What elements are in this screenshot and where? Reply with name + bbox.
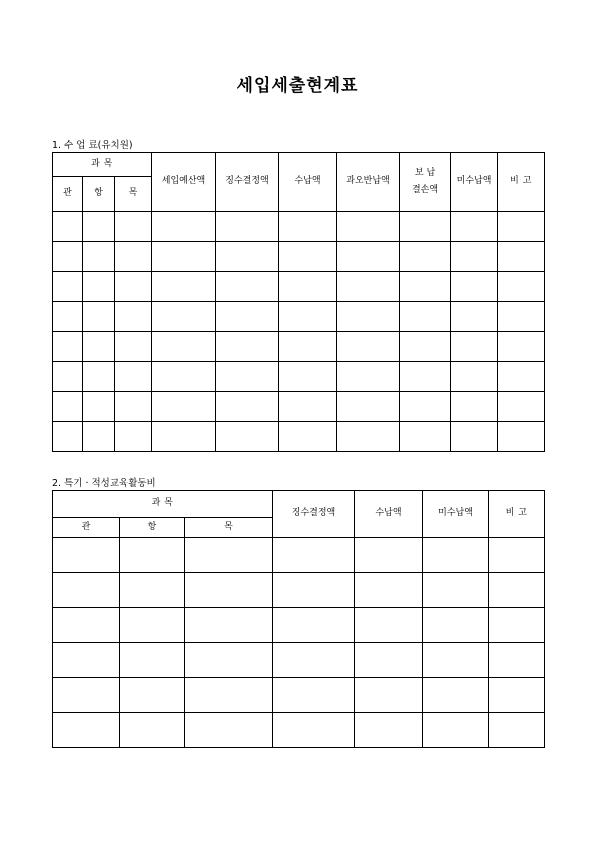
table-cell[interactable] <box>498 362 545 392</box>
table-row <box>53 643 545 678</box>
table-row <box>53 573 545 608</box>
table-cell[interactable] <box>273 538 355 573</box>
header-deficit <box>400 153 451 212</box>
table-cell[interactable] <box>216 272 279 302</box>
table-cell[interactable] <box>279 332 337 362</box>
table-cell[interactable] <box>152 422 216 452</box>
table-cell[interactable] <box>185 678 273 713</box>
table-cell[interactable] <box>279 242 337 272</box>
table-cell[interactable] <box>337 272 400 302</box>
table-cell[interactable] <box>216 362 279 392</box>
table-row <box>53 608 545 643</box>
header-group: 과 목 <box>53 491 273 518</box>
table-cell[interactable] <box>53 573 120 608</box>
table-cell[interactable] <box>451 302 498 332</box>
table-cell[interactable] <box>498 332 545 362</box>
table-cell[interactable] <box>489 678 545 713</box>
table-cell[interactable] <box>53 713 120 748</box>
header-note: 비 고 <box>498 153 545 212</box>
table-row <box>53 212 545 242</box>
table-cell[interactable] <box>400 362 451 392</box>
table-cell[interactable] <box>120 713 185 748</box>
table-cell[interactable] <box>400 422 451 452</box>
table-cell[interactable] <box>355 713 423 748</box>
table-cell[interactable] <box>185 713 273 748</box>
table-cell[interactable] <box>423 538 489 573</box>
table-cell[interactable] <box>451 422 498 452</box>
table-cell[interactable] <box>279 422 337 452</box>
table-cell[interactable] <box>337 302 400 332</box>
table-cell[interactable] <box>498 422 545 452</box>
table-cell[interactable] <box>185 643 273 678</box>
table-cell[interactable] <box>498 302 545 332</box>
header-hang: 항 <box>83 177 115 212</box>
table-cell[interactable] <box>400 242 451 272</box>
table-cell[interactable] <box>400 212 451 242</box>
table-cell[interactable] <box>53 302 83 332</box>
table-cell[interactable] <box>451 242 498 272</box>
table-row <box>53 538 545 573</box>
table-cell[interactable] <box>83 332 115 362</box>
table-cell[interactable] <box>498 242 545 272</box>
activity-fee-table <box>52 490 545 748</box>
table-cell[interactable] <box>355 678 423 713</box>
table-cell[interactable] <box>279 212 337 242</box>
table-cell[interactable] <box>115 242 152 272</box>
table-cell[interactable] <box>152 242 216 272</box>
table-cell[interactable] <box>423 608 489 643</box>
header-overpaid: 과오반납액 <box>337 153 400 212</box>
table-cell[interactable] <box>83 362 115 392</box>
table-row <box>53 678 545 713</box>
table-cell[interactable] <box>355 573 423 608</box>
table-row <box>53 392 545 422</box>
table-row <box>53 422 545 452</box>
table-cell[interactable] <box>216 212 279 242</box>
table-cell[interactable] <box>355 608 423 643</box>
section1-label: 1. 수 업 료(유치원) <box>52 140 133 151</box>
table-cell[interactable] <box>152 302 216 332</box>
table-row <box>53 362 545 392</box>
table-row <box>53 242 545 272</box>
table-cell[interactable] <box>273 573 355 608</box>
table-cell[interactable] <box>115 392 152 422</box>
table-cell[interactable] <box>185 538 273 573</box>
table-cell[interactable] <box>451 332 498 362</box>
table-cell[interactable] <box>489 643 545 678</box>
header-mok: 목 <box>115 177 152 212</box>
header-received: 수납액 <box>279 153 337 212</box>
header-assessed: 징수결정액 <box>273 491 355 538</box>
table-row <box>53 713 545 748</box>
table-cell[interactable] <box>152 362 216 392</box>
table-cell[interactable] <box>53 272 83 302</box>
table-cell[interactable] <box>216 332 279 362</box>
table-row <box>53 272 545 302</box>
table-cell[interactable] <box>53 392 83 422</box>
table-cell[interactable] <box>451 362 498 392</box>
table-cell[interactable] <box>451 272 498 302</box>
table-cell[interactable] <box>115 422 152 452</box>
table-cell[interactable] <box>115 212 152 242</box>
table-cell[interactable] <box>279 362 337 392</box>
header-unpaid: 미수납액 <box>423 491 489 538</box>
table-cell[interactable] <box>53 608 120 643</box>
table-cell[interactable] <box>83 302 115 332</box>
table-cell[interactable] <box>423 643 489 678</box>
table-cell[interactable] <box>400 302 451 332</box>
table-cell[interactable] <box>120 538 185 573</box>
table-cell[interactable] <box>115 272 152 302</box>
table-cell[interactable] <box>53 332 83 362</box>
table-cell[interactable] <box>400 332 451 362</box>
table-cell[interactable] <box>115 332 152 362</box>
table-cell[interactable] <box>279 272 337 302</box>
table-cell[interactable] <box>498 392 545 422</box>
table-cell[interactable] <box>273 713 355 748</box>
header-unpaid: 미수납액 <box>451 153 498 212</box>
table-cell[interactable] <box>152 212 216 242</box>
table-row <box>53 302 545 332</box>
header-gwan: 관 <box>53 518 120 538</box>
table-cell[interactable] <box>83 272 115 302</box>
table-cell[interactable] <box>337 422 400 452</box>
table-cell[interactable] <box>355 538 423 573</box>
table-cell[interactable] <box>53 538 120 573</box>
header-hang: 항 <box>120 518 185 538</box>
table-cell[interactable] <box>273 643 355 678</box>
table-cell[interactable] <box>53 422 83 452</box>
table-cell[interactable] <box>400 272 451 302</box>
header-group: 과 목 <box>53 153 152 177</box>
table-cell[interactable] <box>53 678 120 713</box>
table-cell[interactable] <box>115 362 152 392</box>
tuition-table <box>52 152 545 452</box>
table-cell[interactable] <box>498 212 545 242</box>
table-cell[interactable] <box>152 332 216 362</box>
header-deficit-line1: 보 납 <box>414 168 436 179</box>
table-cell[interactable] <box>216 302 279 332</box>
table-cell[interactable] <box>489 608 545 643</box>
table-cell[interactable] <box>120 573 185 608</box>
table-cell[interactable] <box>152 272 216 302</box>
table-cell[interactable] <box>152 392 216 422</box>
table-cell[interactable] <box>337 332 400 362</box>
table-cell[interactable] <box>185 608 273 643</box>
table-cell[interactable] <box>423 573 489 608</box>
header-assessed: 징수결정액 <box>216 153 279 212</box>
table-cell[interactable] <box>423 678 489 713</box>
table-cell[interactable] <box>216 392 279 422</box>
table-cell[interactable] <box>498 272 545 302</box>
table-cell[interactable] <box>53 362 83 392</box>
table-cell[interactable] <box>120 643 185 678</box>
table-cell[interactable] <box>120 678 185 713</box>
table-cell[interactable] <box>489 713 545 748</box>
table-cell[interactable] <box>489 573 545 608</box>
table-cell[interactable] <box>83 422 115 452</box>
table-row <box>53 332 545 362</box>
table-cell[interactable] <box>423 713 489 748</box>
table-cell[interactable] <box>115 302 152 332</box>
table-cell[interactable] <box>355 643 423 678</box>
section2-label: 2. 특기 · 적성교육활동비 <box>52 478 156 489</box>
table-cell[interactable] <box>83 392 115 422</box>
header-note: 비 고 <box>489 491 545 538</box>
table-cell[interactable] <box>279 302 337 332</box>
table-cell[interactable] <box>53 242 83 272</box>
header-gwan: 관 <box>53 177 83 212</box>
table-cell[interactable] <box>273 608 355 643</box>
header-mok: 목 <box>185 518 273 538</box>
table-cell[interactable] <box>451 212 498 242</box>
table-cell[interactable] <box>273 678 355 713</box>
table-cell[interactable] <box>337 362 400 392</box>
table-cell[interactable] <box>120 608 185 643</box>
table-cell[interactable] <box>451 392 498 422</box>
table-cell[interactable] <box>185 573 273 608</box>
table-cell[interactable] <box>53 643 120 678</box>
table-cell[interactable] <box>337 242 400 272</box>
table-cell[interactable] <box>279 392 337 422</box>
table-cell[interactable] <box>337 392 400 422</box>
table-cell[interactable] <box>216 242 279 272</box>
table-cell[interactable] <box>83 242 115 272</box>
page-title: 세입세출현계표 <box>236 76 359 96</box>
table-cell[interactable] <box>337 212 400 242</box>
table-cell[interactable] <box>400 392 451 422</box>
table-cell[interactable] <box>53 212 83 242</box>
header-received: 수납액 <box>355 491 423 538</box>
table-cell[interactable] <box>83 212 115 242</box>
table-cell[interactable] <box>489 538 545 573</box>
header-budget: 세입예산액 <box>152 153 216 212</box>
table-cell[interactable] <box>216 422 279 452</box>
header-deficit-line2: 결손액 <box>411 184 439 195</box>
